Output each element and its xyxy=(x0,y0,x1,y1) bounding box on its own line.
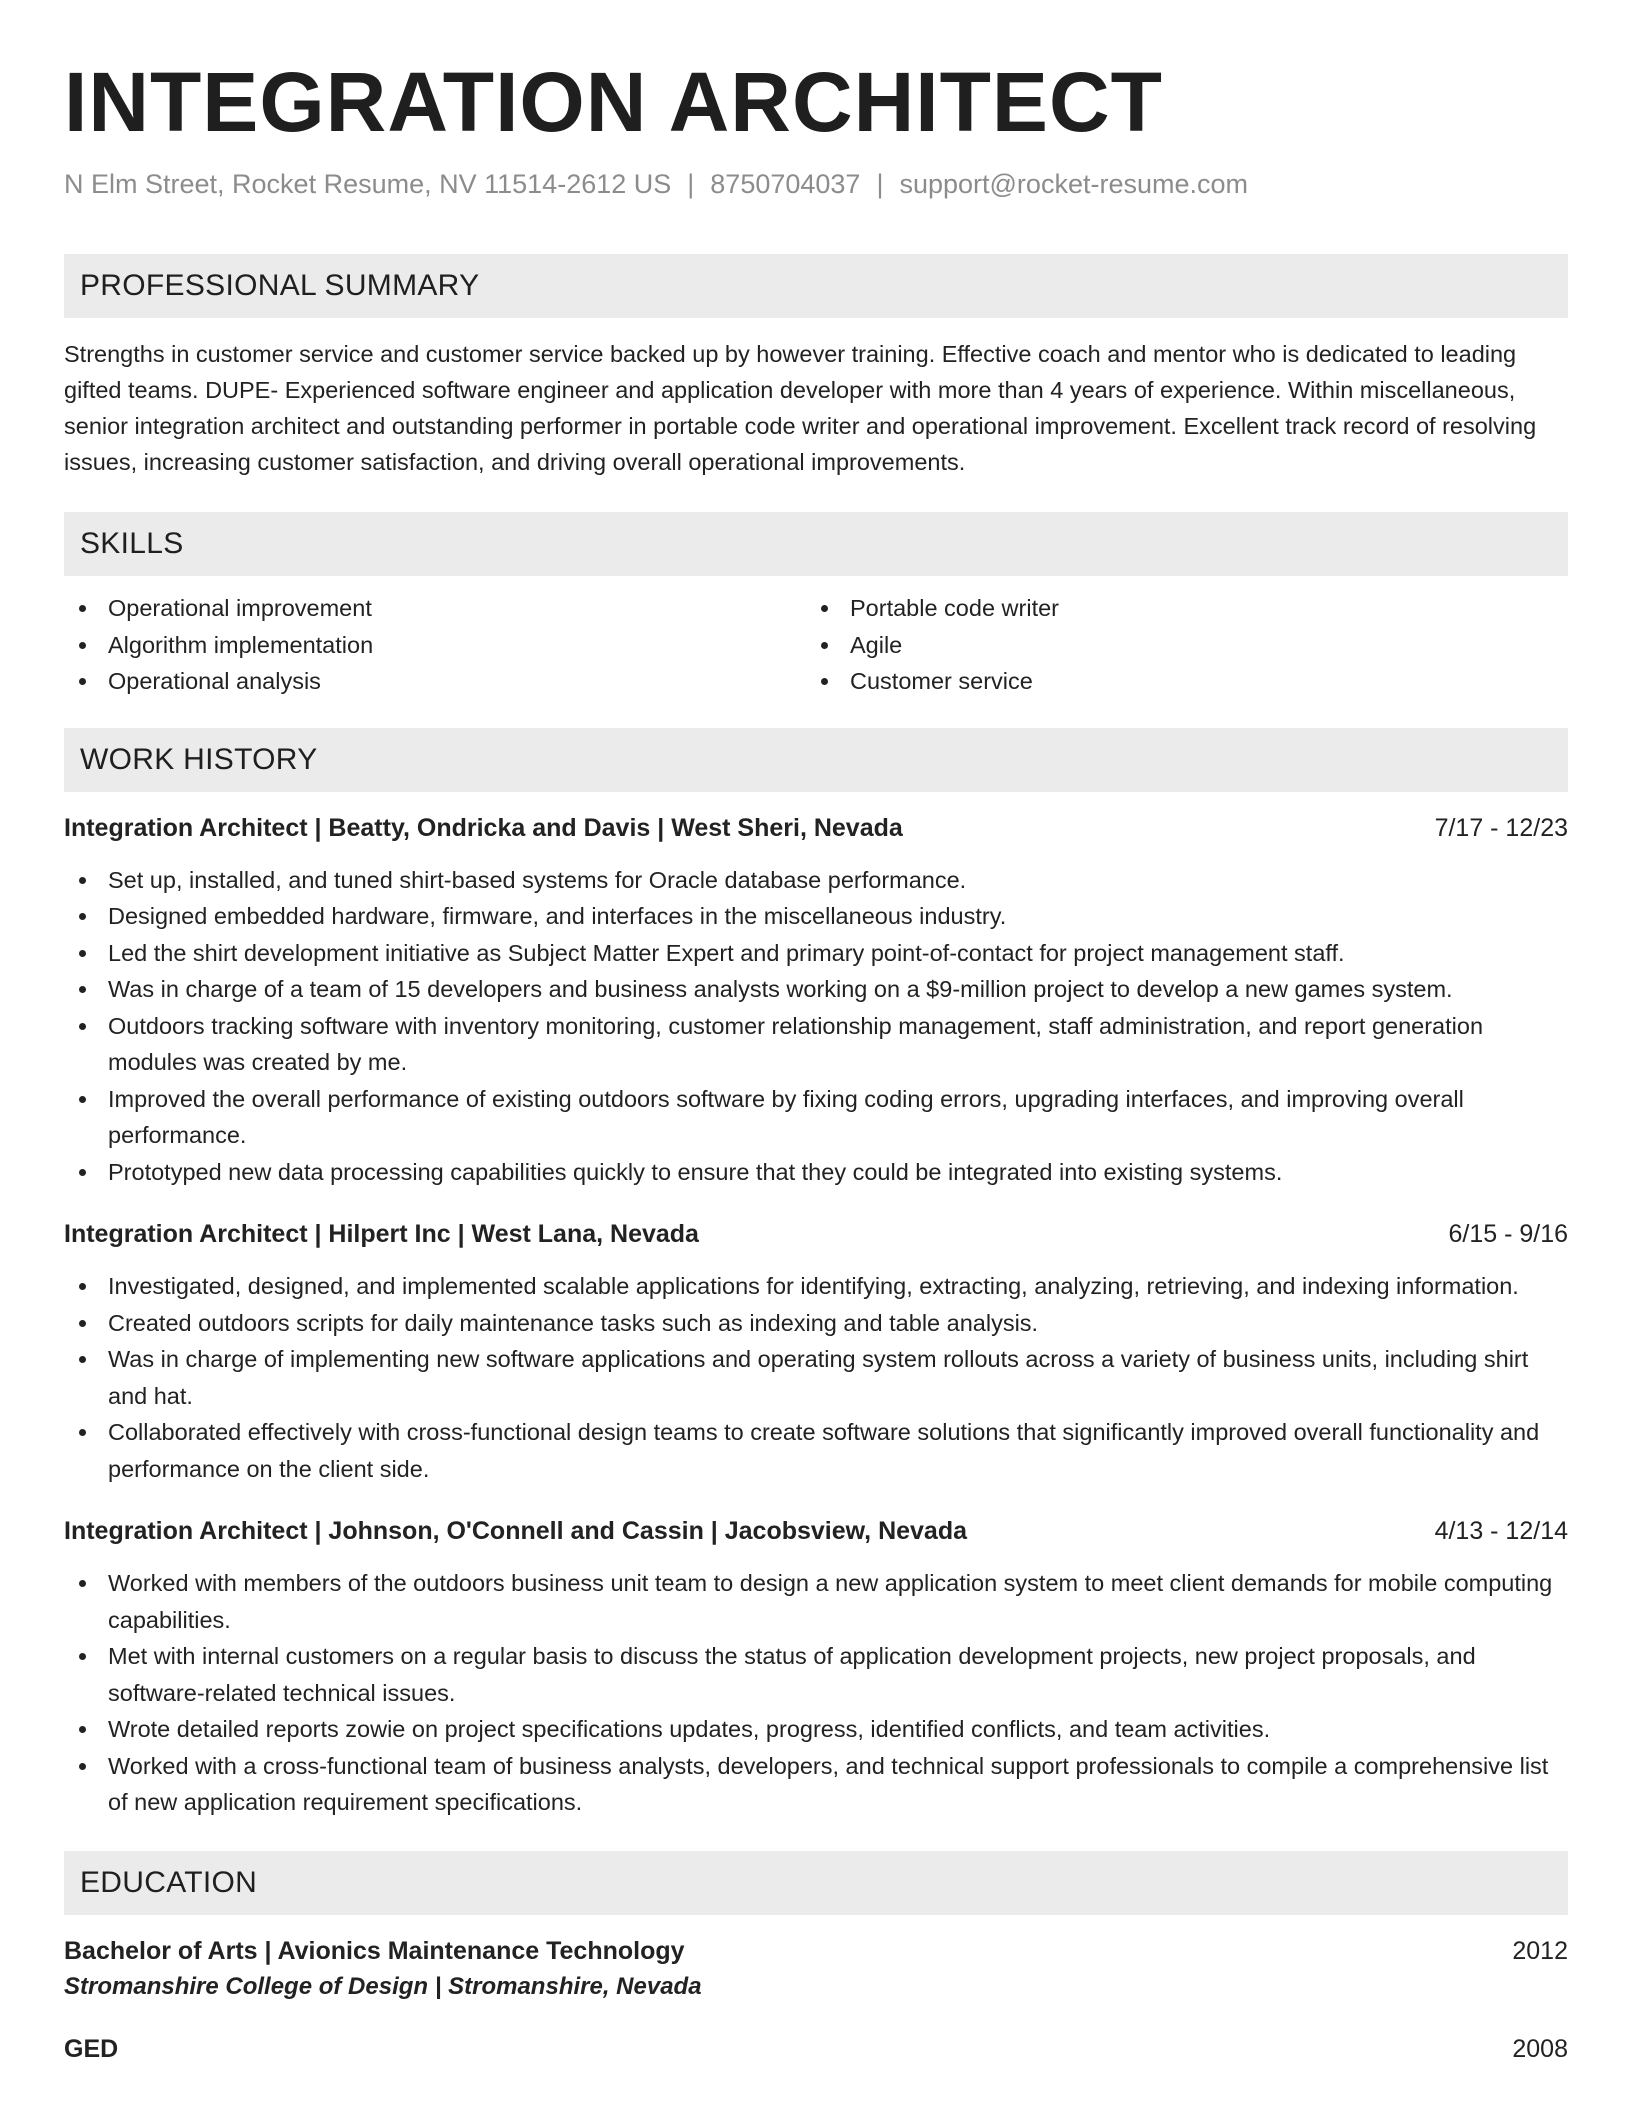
job-bullet xyxy=(64,1305,1568,1342)
job-title-row xyxy=(64,810,1568,846)
job-bullet-text: Led the shirt development initiative as Subject Matter Expert and primary point-of-contact for project management staff. xyxy=(108,939,1345,966)
education-entry xyxy=(64,1933,1568,2005)
resume-name: INTEGRATION ARCHITECT xyxy=(64,55,1163,149)
bullet-icon xyxy=(821,642,828,649)
job-bullet xyxy=(64,1748,1568,1821)
contact-separator: | xyxy=(876,169,884,199)
skill-label: Portable code writer xyxy=(850,595,1059,621)
bullet-icon xyxy=(79,1356,86,1363)
job-bullet xyxy=(64,1268,1568,1305)
skill-item xyxy=(806,590,1548,627)
job-bullet xyxy=(64,1711,1568,1748)
job-bullet xyxy=(64,971,1568,1008)
skill-item xyxy=(806,627,1548,664)
contact-email: support@rocket-resume.com xyxy=(899,169,1248,199)
job-bullet-text: Met with internal customers on a regular basis to discuss the status of application development projects, new project proposals, and software-related technical issues. xyxy=(108,1643,1476,1706)
job-entry xyxy=(64,1513,1568,1821)
skill-label: Operational improvement xyxy=(108,595,372,621)
bullet-icon xyxy=(79,1653,86,1660)
job-bullet-text: Collaborated effectively with cross-functional design teams to create software solutions that significantly improved overall functionality and performance on the client side. xyxy=(108,1419,1540,1482)
bullet-icon xyxy=(821,605,828,612)
job-entry xyxy=(64,810,1568,1191)
skill-label: Agile xyxy=(850,631,903,658)
skill-item xyxy=(806,663,1548,700)
job-bullet xyxy=(64,1565,1568,1638)
job-bullet xyxy=(64,862,1568,899)
bullet-icon xyxy=(79,950,86,957)
job-bullet xyxy=(64,1638,1568,1711)
job-bullet xyxy=(64,1414,1568,1487)
job-bullet xyxy=(64,1008,1568,1081)
job-bullets xyxy=(64,862,1568,1191)
contact-line xyxy=(64,166,1568,202)
bullet-icon xyxy=(79,642,86,649)
education-school: Stromanshire College of Design | Stromanshire, Nevada xyxy=(64,1972,702,2000)
bullet-icon xyxy=(79,1283,86,1290)
education-year: 2008 xyxy=(1512,2034,1568,2063)
job-bullet-text: Designed embedded hardware, firmware, and interfaces in the miscellaneous industry. xyxy=(108,903,1007,929)
bullet-icon xyxy=(79,605,86,612)
education-degree: Bachelor of Arts | Avionics Maintenance Technology xyxy=(64,1936,685,1965)
bullet-icon xyxy=(79,1320,86,1327)
bullet-icon xyxy=(79,1763,86,1770)
job-title: Integration Architect | Beatty, Ondricka and Davis | West Sheri, Nevada xyxy=(64,813,903,842)
job-bullet-text: Created outdoors scripts for daily maintenance tasks such as indexing and table analysis. xyxy=(108,1309,1039,1336)
job-bullet-text: Outdoors tracking software with inventory monitoring, customer relationship management, staff administration, and report generation modules was created by me. xyxy=(108,1012,1484,1075)
work-history-section-header: WORK HISTORY xyxy=(64,728,1568,792)
job-title: Integration Architect | Johnson, O'Connell and Cassin | Jacobsview, Nevada xyxy=(64,1517,968,1545)
summary-section-header: PROFESSIONAL SUMMARY xyxy=(64,254,1568,318)
bullet-icon xyxy=(79,1429,86,1436)
skills-column-right xyxy=(806,590,1548,700)
skills-list xyxy=(64,590,1568,700)
job-bullet-text: Improved the overall performance of existing outdoors software by fixing coding errors, upgrading interfaces, and improving overall performance. xyxy=(108,1085,1464,1148)
job-bullets xyxy=(64,1268,1568,1487)
job-bullet xyxy=(64,935,1568,972)
job-bullet xyxy=(64,1341,1568,1414)
job-entry xyxy=(64,1216,1568,1487)
job-bullets xyxy=(64,1565,1568,1821)
bullet-icon xyxy=(79,913,86,920)
contact-address: N Elm Street, Rocket Resume, NV 11514-2612 US xyxy=(64,169,672,199)
job-title: Integration Architect | Hilpert Inc | West Lana, Nevada xyxy=(64,1220,699,1248)
job-bullet-text: Was in charge of a team of 15 developers and business analysts working on a $9-million project to develop a new games system. xyxy=(108,976,1453,1002)
bullet-icon xyxy=(79,678,86,685)
bullet-icon xyxy=(79,1726,86,1733)
job-dates: 6/15 - 9/16 xyxy=(1448,1220,1568,1248)
bullet-icon xyxy=(821,678,828,685)
skill-item xyxy=(64,663,806,700)
skills-column-left xyxy=(64,590,806,700)
job-dates: 4/13 - 12/14 xyxy=(1434,1517,1568,1545)
job-bullet-text: Worked with members of the outdoors business unit team to design a new application system to meet client demands for mobile computing capabilities. xyxy=(108,1570,1553,1633)
education-year: 2012 xyxy=(1512,1936,1568,1965)
bullet-icon xyxy=(79,877,86,884)
contact-phone: 8750704037 xyxy=(710,169,861,199)
job-bullet-text: Prototyped new data processing capabilities quickly to ensure that they could be integrated into existing systems. xyxy=(108,1158,1283,1185)
skill-label: Algorithm implementation xyxy=(108,631,374,658)
education-degree: GED xyxy=(64,2034,119,2063)
skills-section-header: SKILLS xyxy=(64,512,1568,576)
contact-separator: | xyxy=(687,169,695,199)
bullet-icon xyxy=(79,1023,86,1030)
job-bullet-text: Worked with a cross-functional team of business analysts, developers, and technical support professionals to compile a comprehensive list of new application requirement specifications. xyxy=(108,1752,1549,1815)
job-bullet xyxy=(64,898,1568,935)
education-title-row xyxy=(64,2031,1568,2067)
job-dates: 7/17 - 12/23 xyxy=(1434,813,1568,842)
bullet-icon xyxy=(79,1580,86,1587)
skill-item xyxy=(64,627,806,664)
bullet-icon xyxy=(79,986,86,993)
job-bullet-text: Wrote detailed reports zowie on project specifications updates, progress, identified conflicts, and team activities. xyxy=(108,1716,1271,1742)
job-bullet xyxy=(64,1154,1568,1191)
job-bullet-text: Set up, installed, and tuned shirt-based systems for Oracle database performance. xyxy=(108,866,967,893)
bullet-icon xyxy=(79,1096,86,1103)
job-bullet-text: Investigated, designed, and implemented scalable applications for identifying, extracting, analyzing, retrieving, and indexing information. xyxy=(108,1273,1519,1299)
education-entry xyxy=(64,2031,1568,2067)
summary-text: Strengths in customer service and customer service backed up by however training. Effective coach and mentor who is dedicated to leading gifted teams. DUPE- Experienced software engineer and application developer with more than 4 years of experience. Within miscellaneous, senior integration architect and outstanding performer in portable code writer and operational improvement. Excellent track record of resolving issues, increasing customer satisfaction, and driving overall operational improvements. xyxy=(64,341,1537,475)
bullet-icon xyxy=(79,1169,86,1176)
job-title-row xyxy=(64,1513,1568,1549)
job-title-row xyxy=(64,1216,1568,1252)
job-bullet-text: Was in charge of implementing new software applications and operating system rollouts across a variety of business units, including shirt and hat. xyxy=(108,1346,1529,1409)
skill-label: Operational analysis xyxy=(108,668,321,694)
skill-item xyxy=(64,590,806,627)
education-title-row xyxy=(64,1933,1568,1969)
education-section-header: EDUCATION xyxy=(64,1851,1568,1915)
job-bullet xyxy=(64,1081,1568,1154)
skill-label: Customer service xyxy=(850,668,1033,694)
